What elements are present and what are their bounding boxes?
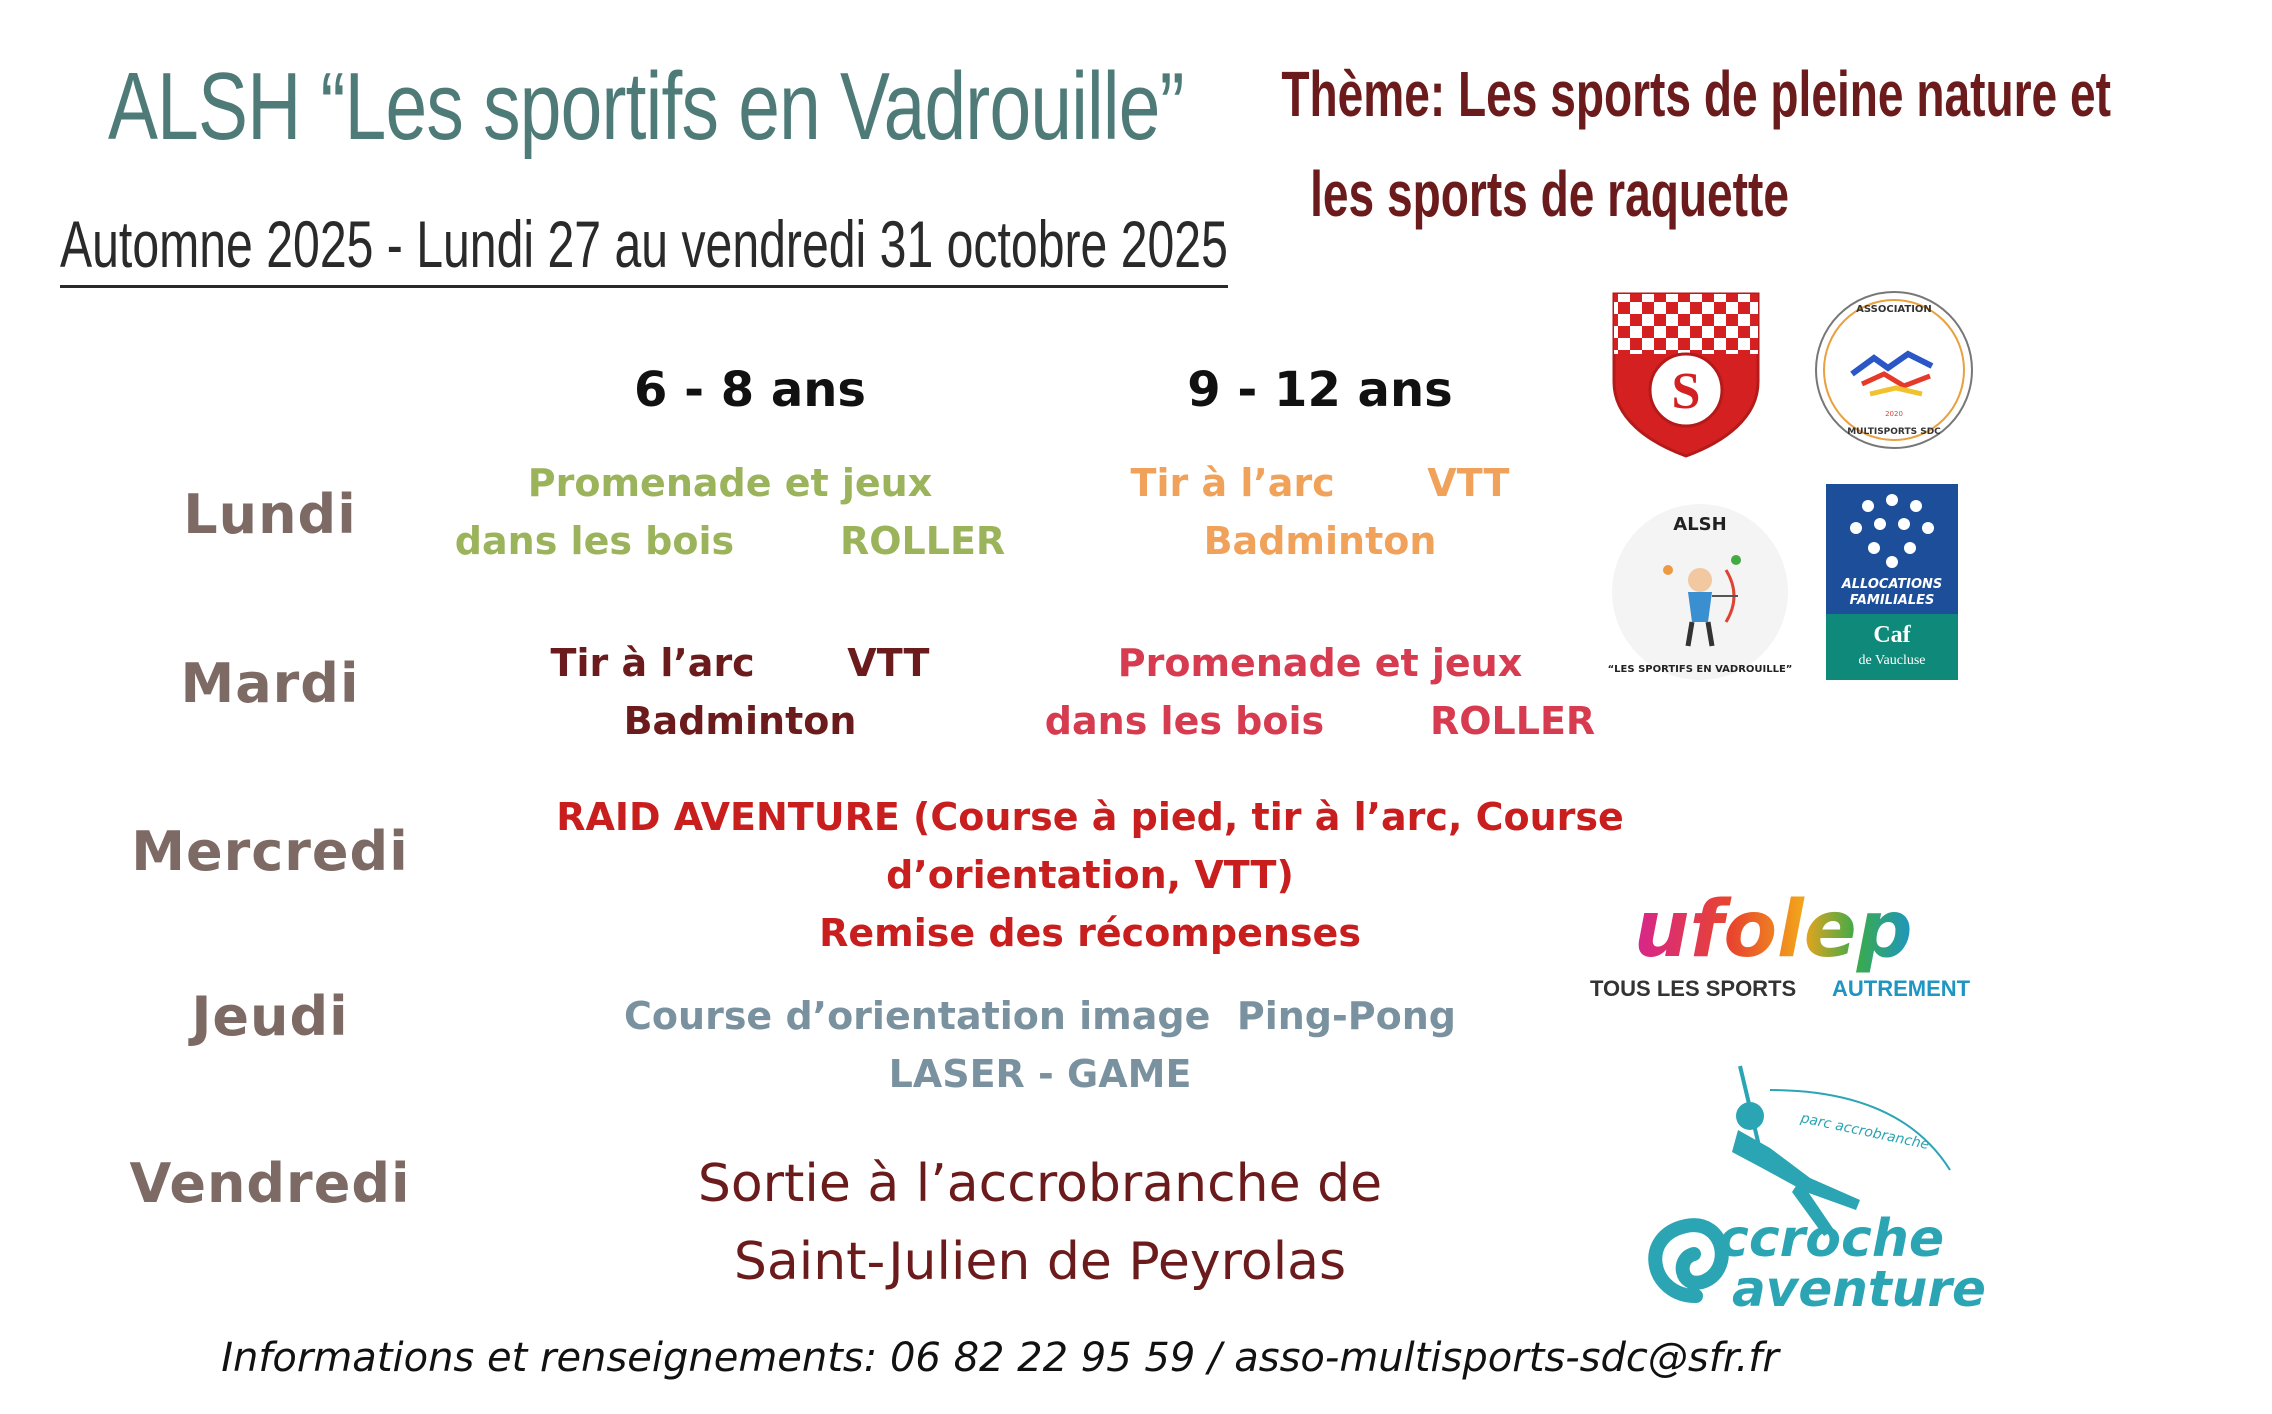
association-bottom-text: MULTISPORTS SDC [1847, 427, 1941, 437]
vendredi-line-2: Saint-Julien de Peyrolas [733, 1232, 1347, 1292]
lundi-9-12-line-2: Badminton [1203, 519, 1437, 563]
lundi-6-8-activities [450, 454, 1010, 570]
lundi-6-8-line-1: Promenade et jeux [527, 461, 933, 505]
vendredi-activities [620, 1145, 1460, 1301]
mardi-6-8-line-1: Tir à l’arc VTT [550, 641, 930, 685]
alsh-logo-ring-text: “LES SPORTIFS EN VADROUILLE” [1607, 664, 1793, 675]
age-header-6-8: 6 - 8 ans [634, 362, 866, 418]
mercredi-line-1: RAID AVENTURE (Course à pied, tir à l’arc, Course [556, 795, 1624, 839]
theme-line-2: les sports de raquette [1310, 158, 1790, 230]
accro-line-1: ccroche [1718, 1209, 1945, 1269]
day-label-jeudi: Jeudi [191, 985, 349, 1048]
day-label-mercredi: Mercredi [131, 820, 409, 883]
caf-region: de Vaucluse [1858, 653, 1926, 668]
caf-line-1: ALLOCATIONS [1841, 577, 1943, 592]
ufolep-logo [1588, 876, 1988, 1006]
mardi-9-12-activities [1030, 634, 1610, 750]
mardi-6-8-activities [500, 634, 980, 750]
page-title: ALSH “Les sportifs en Vadrouille” [108, 53, 1184, 160]
mardi-9-12-line-1: Promenade et jeux [1117, 641, 1523, 685]
mardi-6-8-line-2: Badminton [623, 699, 857, 743]
contact-info: Informations et renseignements: 06 82 22 95 59 / asso-multisports-sdc@sfr.fr [221, 1335, 1779, 1381]
shield-letter: S [1671, 363, 1701, 420]
ufolep-tagline-2: AUTREMENT [1832, 976, 1971, 1001]
date-subtitle: Automne 2025 - Lundi 27 au vendredi 31 octobre 2025 [60, 205, 1228, 288]
alsh-logo-title: ALSH [1673, 514, 1727, 535]
ufolep-wordmark: ufolep [1634, 885, 1913, 975]
mercredi-line-3: Remise des récompenses [819, 911, 1361, 955]
day-label-vendredi: Vendredi [129, 1152, 411, 1215]
jeudi-line-1: Course d’orientation image Ping-Pong [624, 994, 1456, 1038]
accro-small-text: parc accrobranche [1799, 1110, 1931, 1154]
caf-line-2: FAMILIALES [1849, 593, 1935, 608]
alsh-logo [1608, 500, 1792, 684]
town-shield-logo [1606, 290, 1766, 460]
mercredi-line-2: d’orientation, VTT) [886, 853, 1294, 897]
jeudi-line-2: LASER - GAME [888, 1052, 1192, 1096]
caf-name: Caf [1873, 622, 1911, 648]
jeudi-activities [600, 987, 1480, 1103]
lundi-9-12-activities [1080, 454, 1560, 570]
association-year: 2020 [1885, 410, 1903, 418]
day-label-lundi: Lundi [183, 483, 357, 546]
age-header-9-12: 9 - 12 ans [1187, 362, 1453, 418]
mardi-9-12-line-2: dans les bois ROLLER [1044, 699, 1596, 743]
theme-line-1: Thème: Les sports de pleine nature et [1281, 58, 2111, 130]
vendredi-line-1: Sortie à l’accrobranche de [697, 1154, 1383, 1214]
association-multisports-logo [1812, 288, 1976, 452]
caf-logo [1826, 484, 1958, 680]
accro-line-2: aventure [1732, 1260, 1986, 1318]
ufolep-tagline-1: TOUS LES SPORTS [1590, 976, 1797, 1001]
mercredi-activities [520, 788, 1660, 962]
lundi-9-12-line-1: Tir à l’arc VTT [1130, 461, 1510, 505]
day-label-mardi: Mardi [180, 652, 360, 715]
accroche-aventure-logo [1620, 1060, 1990, 1320]
lundi-6-8-line-2: dans les bois ROLLER [454, 519, 1006, 563]
association-top-text: ASSOCIATION [1856, 304, 1932, 315]
theme-heading [1120, 44, 2111, 244]
